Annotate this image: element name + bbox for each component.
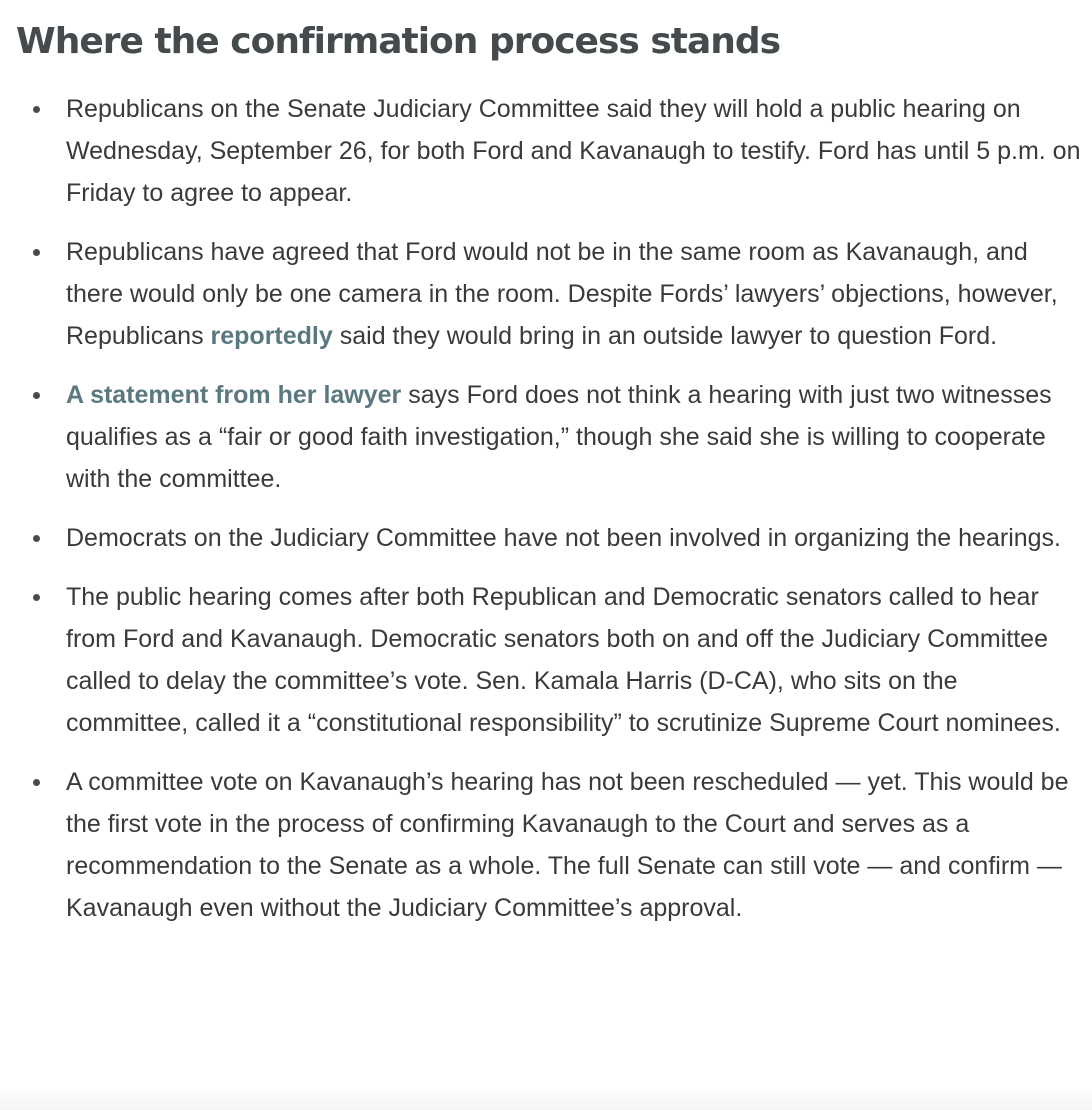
list-item: [16, 517, 1082, 559]
bullet-dot-icon: [33, 249, 40, 256]
list-item: [16, 88, 1082, 214]
list-item: [16, 374, 1082, 500]
list-item: [16, 231, 1082, 357]
bullet-list: [16, 88, 1082, 929]
section-heading: Where the confirmation process stands: [16, 21, 781, 62]
list-item: [16, 576, 1082, 744]
bullet-dot-icon: [33, 106, 40, 113]
bullet-dot-icon: [33, 535, 40, 542]
article: [16, 14, 1082, 946]
bullet-text: Republicans have agreed that Ford would not be in the same room as Kavanaugh, and there would only be one camera in the room. Despite Fords’ lawyers’ objections, however, Republicans: [66, 238, 1058, 350]
lawyer-statement-link[interactable]: A statement from her lawyer: [66, 381, 402, 409]
bottom-fade: [0, 1088, 1092, 1110]
bullet-dot-icon: [33, 392, 40, 399]
bullet-dot-icon: [33, 594, 40, 601]
bullet-text: said they would bring in an outside lawyer to question Ford.: [332, 322, 998, 350]
list-item: [16, 761, 1082, 929]
bullet-text: Democrats on the Judiciary Committee have not been involved in organizing the hearings.: [66, 524, 1061, 552]
bullet-text: A committee vote on Kavanaugh’s hearing has not been rescheduled — yet. This would be the first vote in the process of confirming Kavanaugh to the Court and serves as a recommendation to the Senate as a whole. The full Senate can still vote — and confirm — Kavanaugh even without the Judiciary Committee’s approval.: [66, 768, 1069, 922]
bullet-text: says Ford does not think a hearing with just two witnesses qualifies as a “fair or good faith investigation,” though she said she is willing to cooperate with the committee.: [66, 381, 1052, 493]
bullet-text: The public hearing comes after both Republican and Democratic senators called to hear from Ford and Kavanaugh. Democratic senators both on and off the Judiciary Committee called to delay the committee’s vote. Sen. Kamala Harris (D-CA), who sits on the committee, called it a “constitutional responsibility” to scrutinize Supreme Court nominees.: [66, 583, 1061, 737]
bullet-text: Republicans on the Senate Judiciary Committee said they will hold a public hearing on Wednesday, September 26, for both Ford and Kavanaugh to testify. Ford has until 5 p.m. on Friday to agree to appear.: [66, 95, 1081, 207]
bullet-dot-icon: [33, 779, 40, 786]
reportedly-link[interactable]: reportedly: [210, 322, 333, 350]
